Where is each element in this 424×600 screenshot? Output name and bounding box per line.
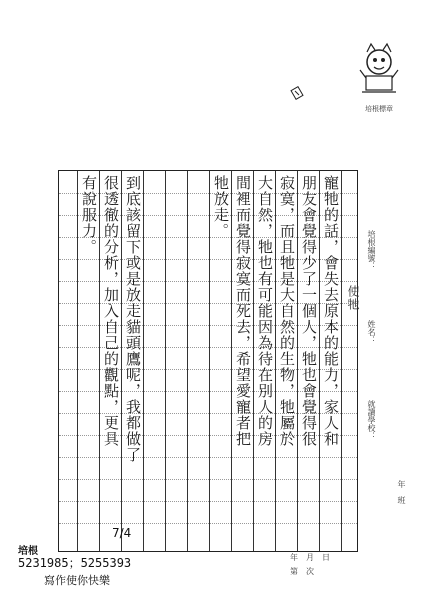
phone-numbers: 5231985；5255393 [18, 556, 132, 570]
date-label: 年 月 日 [290, 553, 330, 562]
school-label: 就讀學校： [367, 400, 376, 440]
writing-grid [58, 170, 358, 552]
grade-label: 年 班 [397, 480, 406, 504]
essay-column: 牠放走。 [212, 175, 230, 239]
info-strip [362, 170, 418, 552]
small-stamp-mark [290, 86, 304, 100]
code-label: 培根編號： [367, 230, 376, 270]
essay-column: 朋友會覺得少了一個人，牠也會覺得很 [300, 175, 318, 447]
essay-column: 大自然，牠也有可能因為待在別人的房 [256, 175, 274, 447]
essay-column: 寵牠的話，會失去原本的能力，家人和 [322, 175, 340, 447]
essay-column: 間裡而覺得寂寞而死去，希望愛寵者把 [234, 175, 252, 447]
page-label: 第 次 [290, 567, 314, 576]
essay-column: 寂寞，而且牠是大自然的生物，牠屬於 [278, 175, 296, 447]
slogan: 寫作使你快樂 [44, 574, 110, 587]
stamp-label: 培根標章 [365, 105, 393, 113]
essay-column: 有說服力。 [80, 175, 98, 255]
brand-name: 培根 [18, 546, 38, 557]
margin-note: 使牠 [346, 285, 360, 311]
mascot-stamp-icon [356, 40, 402, 98]
brand-footer [14, 542, 164, 592]
essay-column: 到底該留下或是放走貓頭鷹呢，我都做了 [124, 175, 142, 463]
essay-column: 很透徹的分析，加入自己的觀點，更具 [102, 175, 120, 447]
name-label: 姓名： [367, 320, 376, 344]
page-number: 7/4 [112, 526, 132, 540]
